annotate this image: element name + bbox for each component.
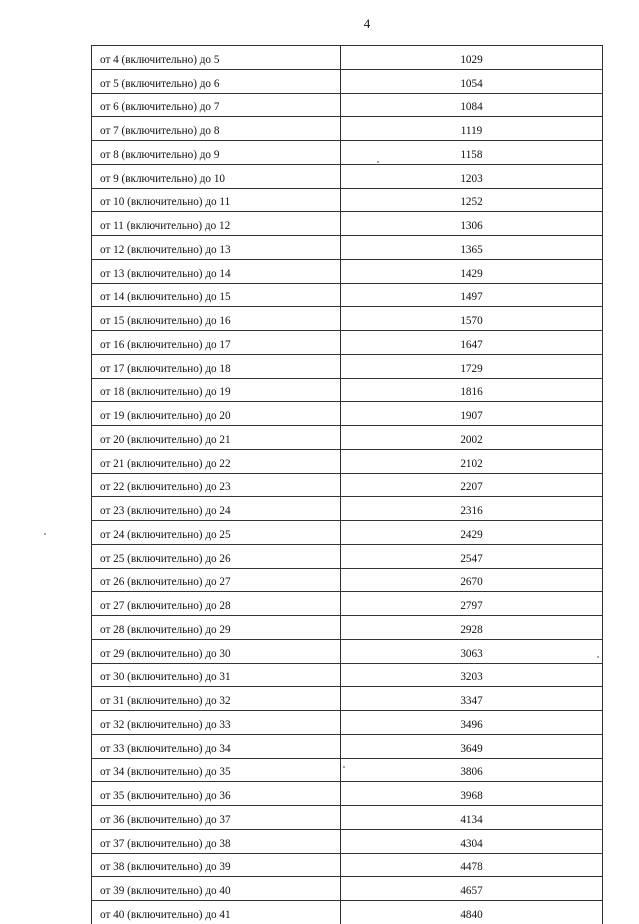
table-row [92, 877, 603, 901]
range-cell: от 32 (включительно) до 33 [92, 711, 341, 735]
range-cell: от 7 (включительно) до 8 [92, 117, 341, 141]
range-cell: от 25 (включительно) до 26 [92, 544, 341, 568]
table-row [92, 473, 603, 497]
table-row [92, 758, 603, 782]
table-row [92, 806, 603, 830]
range-cell: от 26 (включительно) до 27 [92, 568, 341, 592]
range-cell: от 20 (включительно) до 21 [92, 426, 341, 450]
table-row [92, 307, 603, 331]
rate-table [91, 45, 603, 924]
table-row [92, 687, 603, 711]
table-row [92, 449, 603, 473]
range-cell: от 27 (включительно) до 28 [92, 592, 341, 616]
range-cell: от 9 (включительно) до 10 [92, 164, 341, 188]
range-cell: от 24 (включительно) до 25 [92, 521, 341, 545]
range-cell: от 12 (включительно) до 13 [92, 236, 341, 260]
range-cell: от 38 (включительно) до 39 [92, 853, 341, 877]
scan-speck [597, 656, 599, 658]
table-row [92, 521, 603, 545]
page-number: 4 [363, 16, 371, 31]
value-cell: 3496 [341, 711, 603, 735]
range-cell: от 4 (включительно) до 5 [92, 46, 341, 70]
range-cell: от 36 (включительно) до 37 [92, 806, 341, 830]
range-cell: от 15 (включительно) до 16 [92, 307, 341, 331]
value-cell: 2207 [341, 473, 603, 497]
table-row [92, 331, 603, 355]
value-cell: 4478 [341, 853, 603, 877]
value-cell: 3347 [341, 687, 603, 711]
value-cell: 1119 [341, 117, 603, 141]
value-cell: 2429 [341, 521, 603, 545]
value-cell: 1907 [341, 402, 603, 426]
table-row [92, 592, 603, 616]
value-cell: 2928 [341, 616, 603, 640]
value-cell: 1729 [341, 354, 603, 378]
table-row [92, 426, 603, 450]
value-cell: 1203 [341, 164, 603, 188]
value-cell: 4657 [341, 877, 603, 901]
value-cell: 4304 [341, 829, 603, 853]
range-cell: от 19 (включительно) до 20 [92, 402, 341, 426]
table-row [92, 663, 603, 687]
table-row [92, 901, 603, 924]
scan-speck [44, 533, 46, 535]
table-row [92, 378, 603, 402]
table-row [92, 259, 603, 283]
range-cell: от 37 (включительно) до 38 [92, 829, 341, 853]
value-cell: 1084 [341, 93, 603, 117]
value-cell: 2670 [341, 568, 603, 592]
range-cell: от 17 (включительно) до 18 [92, 354, 341, 378]
range-cell: от 39 (включительно) до 40 [92, 877, 341, 901]
range-cell: от 8 (включительно) до 9 [92, 141, 341, 165]
value-cell: 1054 [341, 69, 603, 93]
value-cell: 1158 [341, 141, 603, 165]
value-cell: 1029 [341, 46, 603, 70]
table-row [92, 711, 603, 735]
value-cell: 1306 [341, 212, 603, 236]
table-row [92, 188, 603, 212]
range-cell: от 22 (включительно) до 23 [92, 473, 341, 497]
table-row [92, 354, 603, 378]
value-cell: 3063 [341, 639, 603, 663]
table-row [92, 544, 603, 568]
range-cell: от 18 (включительно) до 19 [92, 378, 341, 402]
range-cell: от 10 (включительно) до 11 [92, 188, 341, 212]
table-row [92, 497, 603, 521]
value-cell: 2102 [341, 449, 603, 473]
table-row [92, 402, 603, 426]
table-row [92, 829, 603, 853]
table-row [92, 853, 603, 877]
rate-table-body [92, 46, 603, 924]
range-cell: от 6 (включительно) до 7 [92, 93, 341, 117]
scan-speck [377, 161, 379, 163]
value-cell: 4840 [341, 901, 603, 924]
table-row [92, 568, 603, 592]
table-row [92, 117, 603, 141]
value-cell: 3806 [341, 758, 603, 782]
table-row [92, 164, 603, 188]
value-cell: 1570 [341, 307, 603, 331]
value-cell: 4134 [341, 806, 603, 830]
table-row [92, 616, 603, 640]
value-cell: 3649 [341, 734, 603, 758]
value-cell: 1497 [341, 283, 603, 307]
value-cell: 2002 [341, 426, 603, 450]
value-cell: 2316 [341, 497, 603, 521]
table-row [92, 782, 603, 806]
table-row [92, 639, 603, 663]
value-cell: 1429 [341, 259, 603, 283]
range-cell: от 33 (включительно) до 34 [92, 734, 341, 758]
value-cell: 2797 [341, 592, 603, 616]
value-cell: 1252 [341, 188, 603, 212]
value-cell: 3203 [341, 663, 603, 687]
value-cell: 2547 [341, 544, 603, 568]
range-cell: от 35 (включительно) до 36 [92, 782, 341, 806]
range-cell: от 34 (включительно) до 35 [92, 758, 341, 782]
range-cell: от 30 (включительно) до 31 [92, 663, 341, 687]
range-cell: от 5 (включительно) до 6 [92, 69, 341, 93]
value-cell: 1647 [341, 331, 603, 355]
table-row [92, 141, 603, 165]
range-cell: от 40 (включительно) до 41 [92, 901, 341, 924]
range-cell: от 16 (включительно) до 17 [92, 331, 341, 355]
range-cell: от 28 (включительно) до 29 [92, 616, 341, 640]
range-cell: от 31 (включительно) до 32 [92, 687, 341, 711]
table-row [92, 212, 603, 236]
table-row [92, 69, 603, 93]
table-row [92, 283, 603, 307]
range-cell: от 13 (включительно) до 14 [92, 259, 341, 283]
value-cell: 1816 [341, 378, 603, 402]
value-cell: 1365 [341, 236, 603, 260]
range-cell: от 14 (включительно) до 15 [92, 283, 341, 307]
table-row [92, 46, 603, 70]
range-cell: от 21 (включительно) до 22 [92, 449, 341, 473]
table-row [92, 93, 603, 117]
scan-speck [343, 766, 345, 768]
value-cell: 3968 [341, 782, 603, 806]
range-cell: от 11 (включительно) до 12 [92, 212, 341, 236]
table-row [92, 734, 603, 758]
table-row [92, 236, 603, 260]
range-cell: от 23 (включительно) до 24 [92, 497, 341, 521]
range-cell: от 29 (включительно) до 30 [92, 639, 341, 663]
